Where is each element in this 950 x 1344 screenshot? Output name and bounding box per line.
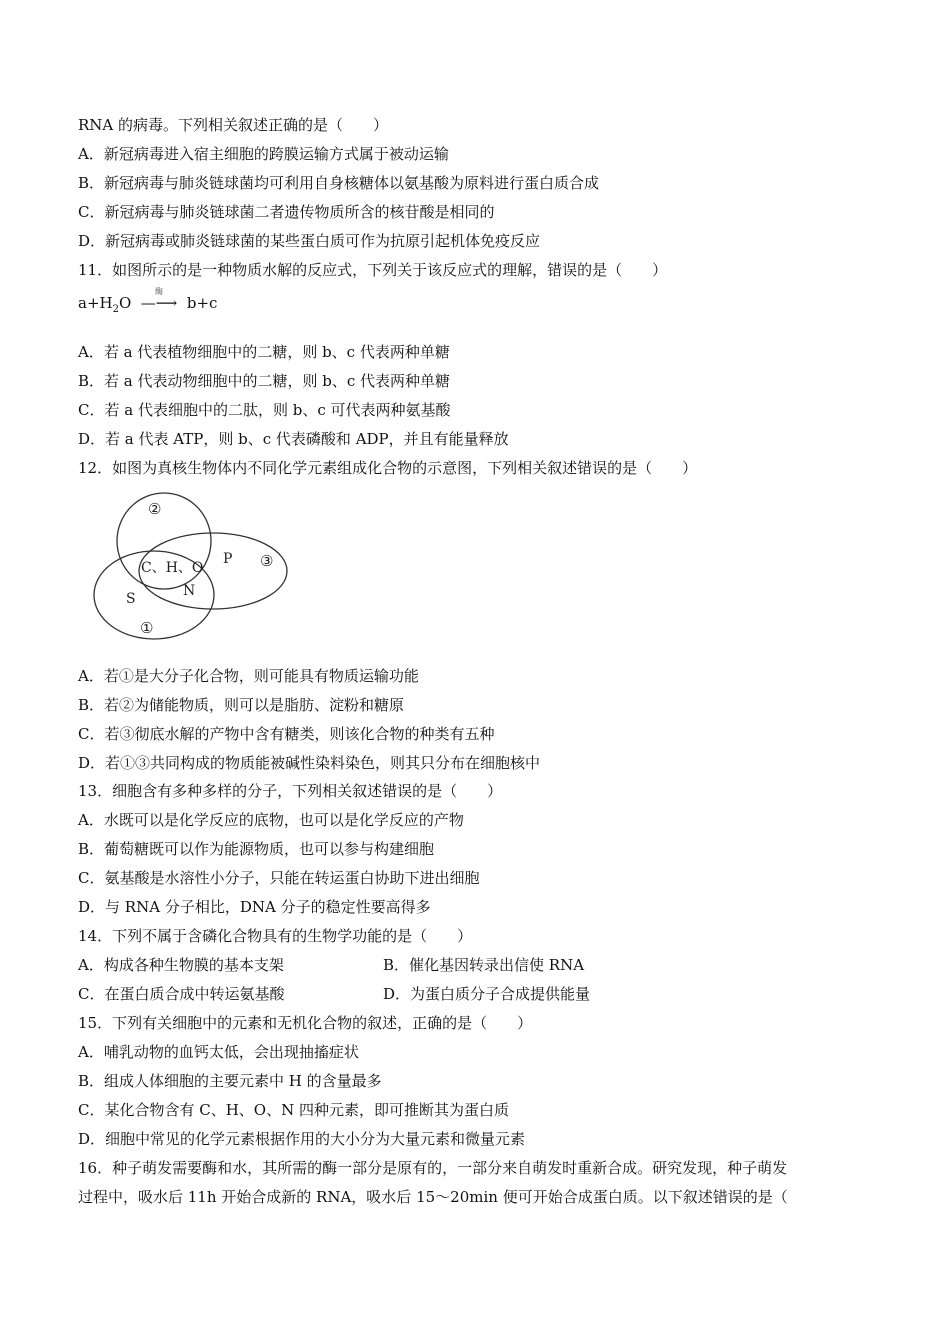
- q13-option-b: B．葡萄糖既可以作为能源物质，也可以参与构建细胞: [78, 840, 435, 858]
- q12-option-a: A．若①是大分子化合物，则可能具有物质运输功能: [78, 667, 419, 685]
- q10-option-c: C．新冠病毒与肺炎链球菌二者遗传物质所含的核苷酸是相同的: [78, 203, 495, 221]
- q14-option-b: B．催化基因转录出信使 RNA: [383, 956, 585, 974]
- reaction-arrow-icon: 酶 —⟶: [136, 293, 182, 313]
- q11-option-a: A．若 a 代表植物细胞中的二糖，则 b、c 代表两种单糖: [78, 343, 450, 361]
- q12-option-c: C．若③彻底水解的产物中含有糖类，则该化合物的种类有五种: [78, 725, 495, 743]
- q14-option-d: D．为蛋白质分子合成提供能量: [383, 985, 591, 1003]
- q11-option-b: B．若 a 代表动物细胞中的二糖，则 b、c 代表两种单糖: [78, 372, 451, 390]
- q10-option-d: D．新冠病毒或肺炎链球菌的某些蛋白质可作为抗原引起机体免疫反应: [78, 232, 541, 250]
- label-s: S: [126, 591, 136, 607]
- q13-option-a: A．水既可以是化学反应的底物，也可以是化学反应的产物: [78, 811, 464, 829]
- eq-left2: O: [118, 294, 132, 312]
- eq-left: a+H: [78, 294, 113, 312]
- label-1: ①: [140, 619, 154, 637]
- eq-catalyst: 酶: [155, 287, 164, 296]
- q15-option-c: C．某化合物含有 C、H、O、N 四种元素，即可推断其为蛋白质: [78, 1101, 509, 1119]
- q11-option-d: D．若 a 代表 ATP，则 b、c 代表磷酸和 ADP，并且有能量释放: [78, 430, 509, 448]
- label-cho: C、H、O: [141, 560, 204, 576]
- q14-option-a: A．构成各种生物膜的基本支架: [78, 956, 284, 974]
- q15-option-a: A．哺乳动物的血钙太低，会出现抽搐症状: [78, 1043, 359, 1061]
- q11-option-c: C．若 a 代表细胞中的二肽，则 b、c 可代表两种氨基酸: [78, 401, 451, 419]
- q13-option-d: D．与 RNA 分子相比，DNA 分子的稳定性要高得多: [78, 898, 431, 916]
- q15-option-b: B．组成人体细胞的主要元素中 H 的含量最多: [78, 1072, 382, 1090]
- venn-diagram: [88, 486, 298, 646]
- q11-stem: 11．如图所示的是一种物质水解的反应式，下列关于该反应式的理解，错误的是（ ）: [78, 261, 668, 279]
- label-2: ②: [148, 500, 162, 518]
- q10-option-b: B．新冠病毒与肺炎链球菌均可利用自身核糖体以氨基酸为原料进行蛋白质合成: [78, 174, 600, 192]
- eq-sub: 2: [112, 304, 119, 315]
- q11-equation: [78, 287, 218, 320]
- q14-option-c: C．在蛋白质合成中转运氨基酸: [78, 985, 285, 1003]
- label-n: N: [183, 583, 196, 599]
- q16-stem-line2: 过程中，吸水后 11h 开始合成新的 RNA，吸水后 15～20min 便可开始合成蛋白质。以下叙述错误的是（: [78, 1188, 788, 1206]
- q13-option-c: C．氨基酸是水溶性小分子，只能在转运蛋白协助下进出细胞: [78, 869, 480, 887]
- q10-stem: RNA 的病毒。下列相关叙述正确的是（ ）: [78, 116, 389, 134]
- q12-option-d: D．若①③共同构成的物质能被碱性染料染色，则其只分布在细胞核中: [78, 754, 541, 772]
- q15-stem: 15．下列有关细胞中的元素和无机化合物的叙述，正确的是（ ）: [78, 1014, 533, 1032]
- label-p: P: [223, 551, 233, 567]
- q13-stem: 13．细胞含有多种多样的分子，下列相关叙述错误的是（ ）: [78, 782, 503, 800]
- q12-option-b: B．若②为储能物质，则可以是脂肪、淀粉和糖原: [78, 696, 405, 714]
- q10-option-a: A．新冠病毒进入宿主细胞的跨膜运输方式属于被动运输: [78, 145, 449, 163]
- q15-option-d: D．细胞中常见的化学元素根据作用的大小分为大量元素和微量元素: [78, 1130, 526, 1148]
- q14-stem: 14．下列不属于含磷化合物具有的生物学功能的是（ ）: [78, 927, 473, 945]
- eq-right: b+c: [186, 294, 218, 312]
- q12-stem: 12．如图为真核生物体内不同化学元素组成化合物的示意图，下列相关叙述错误的是（ ）: [78, 459, 698, 477]
- label-3: ③: [260, 552, 274, 570]
- q16-stem-line1: 16．种子萌发需要酶和水，其所需的酶一部分是原有的，一部分来自萌发时重新合成。研究发现，种子萌发: [78, 1159, 788, 1177]
